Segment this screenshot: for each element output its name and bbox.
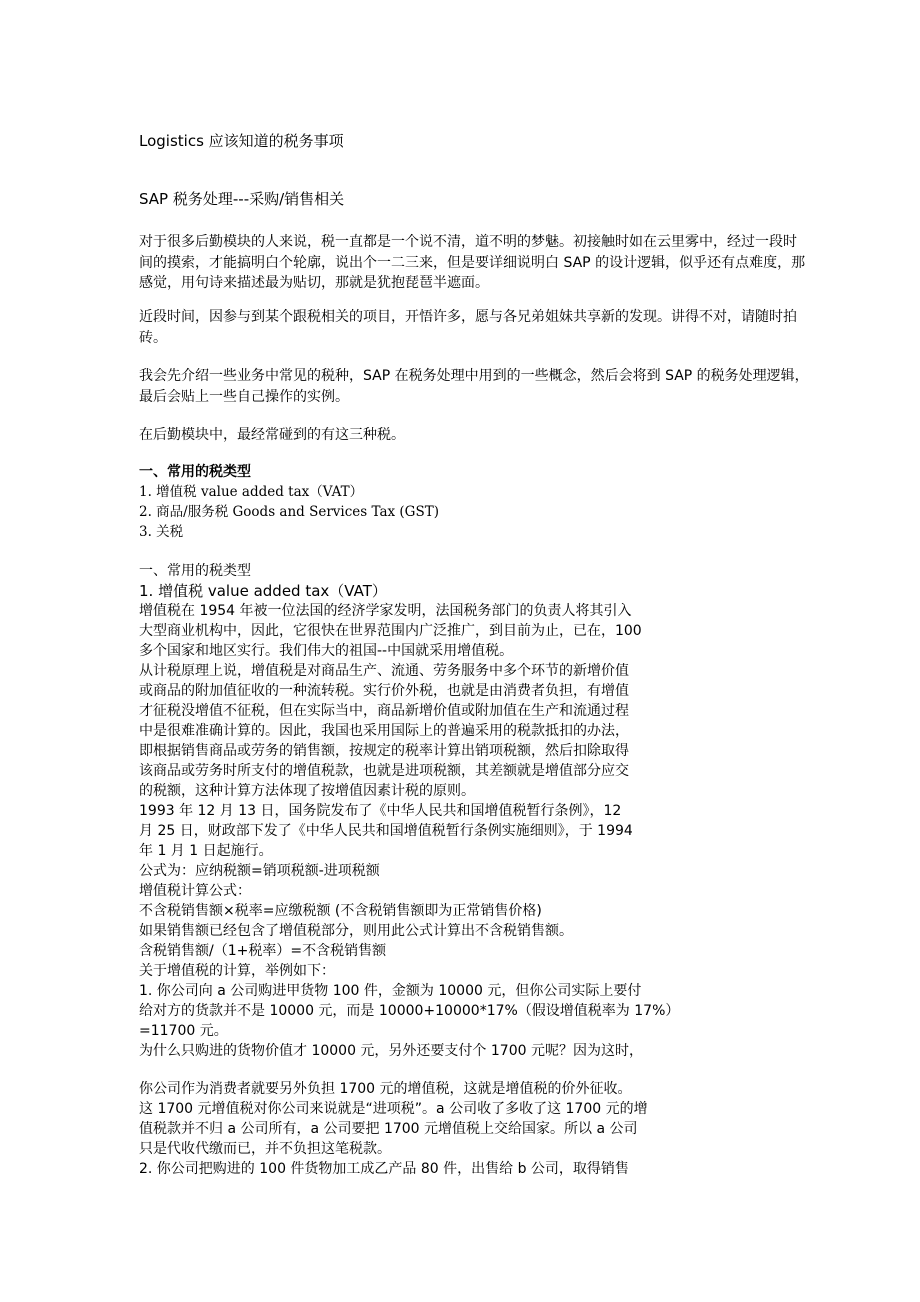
- paragraph-outline: 我会先介绍一些业务中常见的税种，SAP 在税务处理中用到的一些概念，然后会将到 SAP 的税务处理逻辑，最后会贴上一些自己操作的实例。: [139, 368, 809, 405]
- vat-body: [139, 601, 810, 1061]
- body-line: 月 25 日，财政部下发了《中华人民共和国增值税暂行条例实施细则》，于 1994: [139, 823, 633, 839]
- body-line: 关于增值税的计算，举例如下：: [139, 963, 335, 979]
- body-line: 即根据销售商品或劳务的销售额，按规定的税率计算出销项税额，然后扣除取得: [139, 743, 629, 759]
- body-line: 只是代收代缴而已，并不负担这笔税款。: [139, 1141, 391, 1157]
- toc-section: [139, 462, 810, 542]
- body-line: =11700 元。: [139, 1023, 228, 1039]
- body-line: 多个国家和地区实行。我们伟大的祖国--中国就采用增值税。: [139, 643, 514, 659]
- doc-subtitle: SAP 税务处理---采购/销售相关: [139, 190, 345, 208]
- paragraph-three-taxes: 在后勤模块中，最经常碰到的有这三种税。: [139, 427, 405, 443]
- body-line: 才征税没增值不征税，但在实际当中，商品新增价值或附加值在生产和流通过程: [139, 703, 629, 719]
- toc-item: 2. 商品/服务税 Goods and Services Tax (GST): [139, 504, 439, 520]
- body-line: 或商品的附加值征收的一种流转税。实行价外税，也就是由消费者负担，有增值: [139, 683, 629, 699]
- toc-item: 3. 关税: [139, 524, 184, 540]
- body-line: 大型商业机构中，因此，它很快在世界范围内广泛推广，到目前为止，已在，100: [139, 623, 642, 639]
- body-line: 值税款并不归 a 公司所有，a 公司要把 1700 元增值税上交给国家。所以 a 公司: [139, 1121, 638, 1137]
- body-line: 不含税销售额×税率=应缴税额 (不含税销售额即为正常销售价格): [139, 903, 542, 919]
- body-line: 1. 你公司向 a 公司购进甲货物 100 件，金额为 10000 元，但你公司实际上要付: [139, 983, 642, 999]
- doc-title: Logistics 应该知道的税务事项: [139, 132, 344, 150]
- vat-body-continued: [139, 1079, 810, 1179]
- body-line: 年 1 月 1 日起施行。: [139, 843, 273, 859]
- paragraph-context: 近段时间，因参与到某个跟税相关的项目，开悟许多，愿与各兄弟姐妹共享新的发现。讲得不对，请随时拍砖。: [139, 309, 797, 346]
- body-line: 增值税在 1954 年被一位法国的经济学家发明，法国税务部门的负责人将其引入: [139, 603, 632, 619]
- body-line: 该商品或劳务时所支付的增值税款，也就是进项税额，其差额就是增值部分应交: [139, 763, 629, 779]
- body-line: 含税销售额/（1+税率）=不含税销售额: [139, 943, 387, 959]
- body-line: 你公司作为消费者就要另外负担 1700 元的增值税，这就是增值税的价外征收。: [139, 1081, 632, 1097]
- body-line: 1993 年 12 月 13 日，国务院发布了《中华人民共和国增值税暂行条例》，12: [139, 803, 622, 819]
- vat-heading: 1. 增值税 value added tax（VAT）: [139, 582, 387, 600]
- body-line: 为什么只购进的货物价值才 10000 元，另外还要支付个 1700 元呢？因为这时，: [139, 1043, 643, 1059]
- toc-item: 1. 增值税 value added tax（VAT）: [139, 484, 364, 500]
- body-line: 增值税计算公式：: [139, 883, 251, 899]
- body-line: 的税额，这种计算方法体现了按增值因素计税的原则。: [139, 783, 475, 799]
- body-line: 从计税原理上说，增值税是对商品生产、流通、劳务服务中多个环节的新增价值: [139, 663, 629, 679]
- section-heading: 一、常用的税类型: [139, 563, 251, 579]
- vat-section: [139, 561, 810, 1061]
- paragraph-intro: 对于很多后勤模块的人来说，税一直都是一个说不清，道不明的梦魅。初接触时如在云里雾中，经过一段时间的摸索，才能搞明白个轮廓，说出个一二三来，但是要详细说明白 SAP 的设计逻辑，似乎还有点难度，那感觉，用句诗来描述最为贴切，那就是犹抱琵琶半遮面。: [139, 234, 806, 291]
- body-line: 这 1700 元增值税对你公司来说就是“进项税”。a 公司收了多收了这 1700 元的增: [139, 1101, 648, 1117]
- body-line: 如果销售额已经包含了增值税部分，则用此公式计算出不含税销售额。: [139, 923, 573, 939]
- body-line: 给对方的货款并不是 10000 元，而是 10000+10000*17%（假设增值税率为 17%）: [139, 1003, 680, 1019]
- body-line: 中是很难准确计算的。因此，我国也采用国际上的普遍采用的税款抵扣的办法，: [139, 723, 629, 739]
- body-line: 2. 你公司把购进的 100 件货物加工成乙产品 80 件，出售给 b 公司，取得销售: [139, 1161, 629, 1177]
- toc-heading: 一、常用的税类型: [139, 464, 251, 480]
- body-line: 公式为：应纳税额=销项税额-进项税额: [139, 863, 380, 879]
